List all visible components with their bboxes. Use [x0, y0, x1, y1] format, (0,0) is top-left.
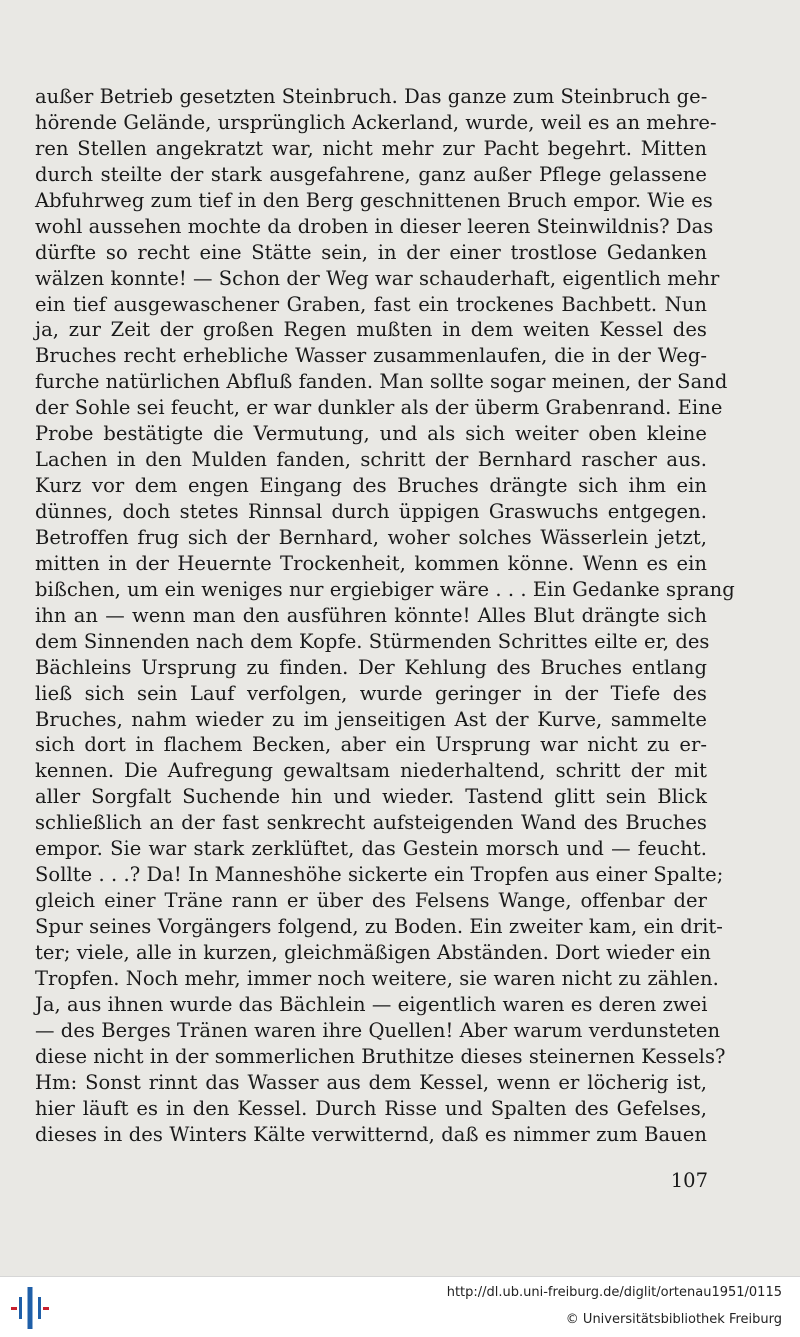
copyright-notice: © Universitätsbibliothek Freiburg	[565, 1312, 782, 1327]
text-line: wohl aussehen mochte da droben in dieser leeren Steinwildnis? Das	[35, 214, 714, 238]
text-line: sich dort in flachem Becken, aber ein Ursprung war nicht zu er-	[35, 733, 707, 757]
text-line: ter; viele, alle in kurzen, gleichmäßigen Abständen. Dort wieder ein	[35, 940, 711, 964]
text-line: hier läuft es in den Kessel. Durch Risse und Spalten des Gefelses,	[35, 1096, 707, 1120]
text-line: Tropfen. Noch mehr, immer noch weitere, sie waren nicht zu zählen.	[35, 966, 719, 990]
text-line: außer Betrieb gesetzten Steinbruch. Das ganze zum Steinbruch ge-	[35, 85, 708, 108]
ub-freiburg-logo-icon	[10, 1285, 50, 1331]
text-line: Spur seines Vorgängers folgend, zu Boden. Ein zweiter kam, ein drit-	[35, 915, 723, 938]
permalink-link[interactable]: http://dl.ub.uni-freiburg.de/diglit/ortenau1951/0115	[446, 1285, 782, 1300]
text-line: bißchen, um ein weniges nur ergiebiger wäre . . . Ein Gedanke sprang	[35, 577, 735, 601]
text-line: furche natürlichen Abfluß fanden. Man sollte sogar meinen, der Sand	[35, 370, 728, 394]
text-line: ihn an — wenn man den ausführen könnte! Alles Blut drängte sich	[35, 603, 707, 627]
text-line: mitten in der Heuernte Trockenheit, kommen könne. Wenn es ein	[35, 551, 707, 575]
text-line: dem Sinnenden nach dem Kopfe. Stürmenden Schrittes eilte er, des	[35, 629, 710, 653]
text-line: dieses in des Winters Kälte verwitternd, daß es nimmer zum Bauen	[35, 1122, 707, 1146]
text-line: wälzen konnte! — Schon der Weg war schauderhaft, eigentlich mehr	[35, 266, 720, 290]
text-line: Probe bestätigte die Vermutung, und als sich weiter oben kleine	[35, 422, 707, 446]
footer-bar	[0, 1276, 800, 1337]
text-line: Betroffen frug sich der Bernhard, woher solches Wässerlein jetzt,	[35, 525, 707, 549]
text-line: ren Stellen angekratzt war, nicht mehr zur Pacht begehrt. Mitten	[35, 136, 707, 160]
text-line: schließlich an der fast senkrecht aufsteigenden Wand des Bruches	[35, 811, 707, 835]
text-line: ließ sich sein Lauf verfolgen, wurde geringer in der Tiefe des	[35, 681, 707, 705]
text-line: ja, zur Zeit der großen Regen mußten in dem weiten Kessel des	[35, 318, 707, 342]
text-line: Ja, aus ihnen wurde das Bächlein — eigentlich waren es deren zwei	[35, 992, 708, 1016]
text-line: Bächleins Ursprung zu finden. Der Kehlung des Bruches entlang	[35, 655, 707, 679]
text-line: dünnes, doch stetes Rinnsal durch üppigen Graswuchs entgegen.	[35, 500, 707, 523]
text-line: Abfuhrweg zum tief in den Berg geschnittenen Bruch empor. Wie es	[35, 188, 713, 212]
text-line: Sollte . . .? Da! In Manneshöhe sickerte ein Tropfen aus einer Spalte;	[35, 863, 724, 887]
page-number: 107	[670, 1169, 708, 1192]
text-line: — des Berges Tränen waren ihre Quellen! Aber warum verdunsteten	[35, 1018, 721, 1042]
text-line: Lachen in den Mulden fanden, schritt der Bernhard rascher aus.	[35, 448, 707, 472]
text-line: Bruches, nahm wieder zu im jenseitigen Ast der Kurve, sammelte	[35, 707, 707, 731]
text-line: Bruches recht erhebliche Wasser zusammenlaufen, die in der Weg-	[35, 344, 707, 368]
text-line: der Sohle sei feucht, er war dunkler als der überm Grabenrand. Eine	[35, 396, 723, 420]
text-line: gleich einer Träne rann er über des Felsens Wange, offenbar der	[35, 889, 707, 913]
text-line: hörende Gelände, ursprünglich Ackerland, wurde, weil es an mehre-	[35, 110, 717, 134]
text-line: aller Sorgfalt Suchende hin und wieder. Tastend glitt sein Blick	[35, 785, 707, 809]
text-line: diese nicht in der sommerlichen Bruthitze dieses steinernen Kessels?	[35, 1044, 726, 1068]
text-line: kennen. Die Aufregung gewaltsam niederhaltend, schritt der mit	[35, 759, 707, 783]
body-text	[35, 84, 735, 1147]
text-line: Kurz vor dem engen Eingang des Bruches drängte sich ihm ein	[35, 474, 707, 498]
text-line: durch steilte der stark ausgefahrene, ganz außer Pflege gelassene	[35, 162, 707, 186]
text-line: ein tief ausgewaschener Graben, fast ein trockenes Bachbett. Nun	[35, 292, 707, 316]
text-line: Hm: Sonst rinnt das Wasser aus dem Kessel, wenn er löcherig ist,	[35, 1070, 707, 1094]
text-line: dürfte so recht eine Stätte sein, in der einer trostlose Gedanken	[35, 240, 707, 264]
text-line: empor. Sie war stark zerklüftet, das Gestein morsch und — feucht.	[35, 837, 707, 861]
